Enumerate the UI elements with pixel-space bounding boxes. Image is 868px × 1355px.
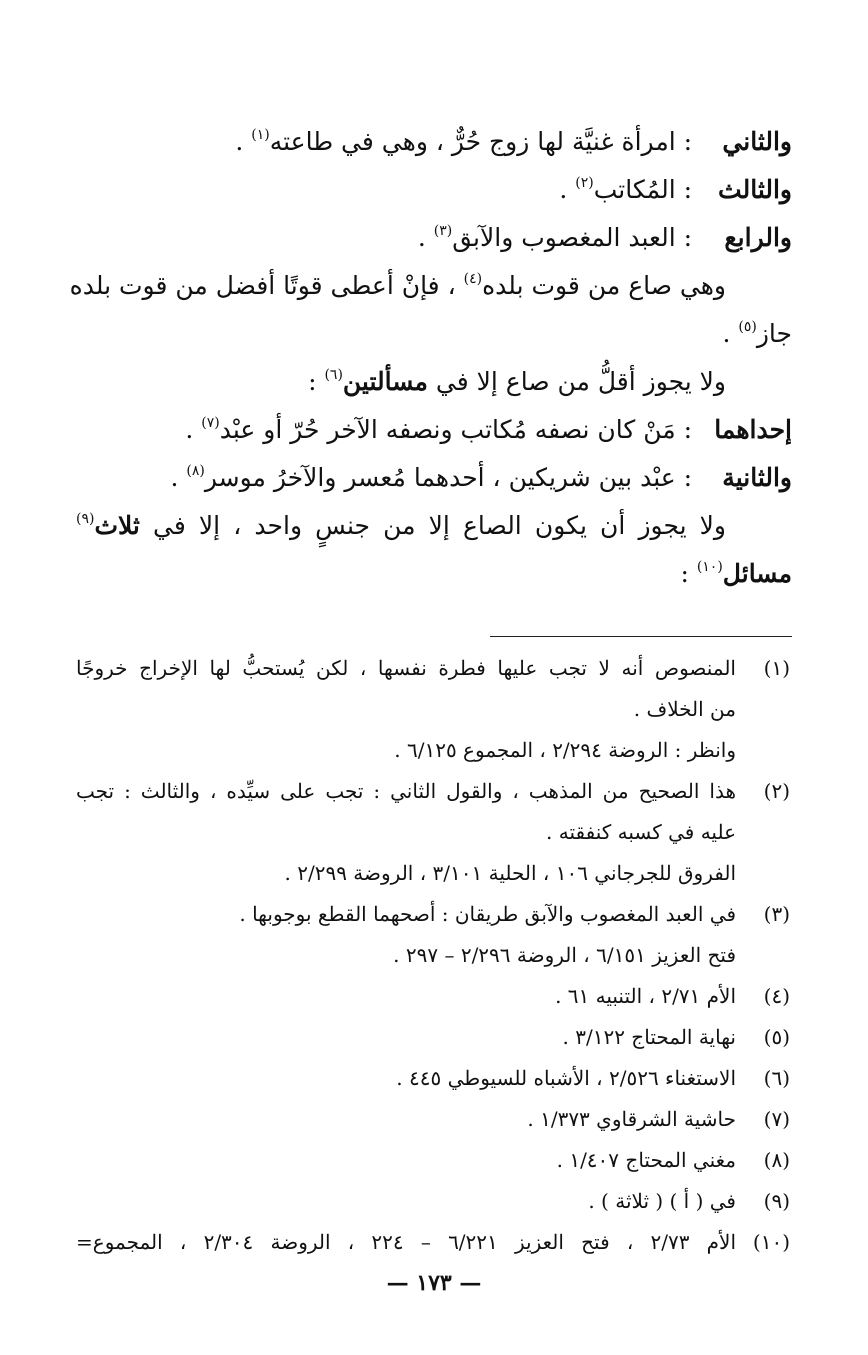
footnote-number: (١٠) — [752, 1230, 790, 1254]
footnote-line: فتح العزيز ٦/١٥١ ، الروضة ٢/٢٩٦ – ٢٩٧ . — [393, 943, 736, 967]
footnote-number: (٥) — [763, 1025, 790, 1049]
footnote-body — [76, 1222, 736, 1263]
text-line — [76, 550, 792, 598]
footnote-line: الأم ٢/٧١ ، التنبيه ٦١ . — [555, 984, 736, 1008]
line-end: . — [185, 415, 202, 444]
main-text — [69, 118, 792, 598]
text-line — [76, 358, 792, 406]
footnote-separator — [490, 636, 792, 637]
footnote-line: المنصوص أنه لا تجب عليها فطرة نفسها ، لكن يُستحبُّ لها الإخراج خروجًا — [76, 656, 736, 680]
footnote-number: (٨) — [763, 1148, 790, 1172]
footnote-body — [76, 894, 736, 976]
footnote-body — [76, 976, 736, 1017]
footnote-body — [76, 1181, 736, 1222]
line-end: . — [559, 175, 576, 204]
footnote — [76, 976, 790, 1017]
footnote-number: (١) — [763, 656, 790, 680]
footnote-line: وانظر : الروضة ٢/٢٩٤ ، المجموع ٦/١٢٥ . — [394, 738, 736, 762]
line-end: . — [235, 127, 252, 156]
line-text: : امرأة غنيَّة لها زوج حُرٌّ ، وهي في طاعته — [269, 127, 693, 156]
line-text: : العبد المغصوب والآبق — [452, 223, 693, 252]
footnote-body — [76, 648, 736, 771]
footnote-ref[interactable]: (٩) — [76, 511, 95, 527]
footnote-number: (٩) — [763, 1189, 790, 1213]
footnote — [76, 1140, 790, 1181]
footnotes — [76, 648, 790, 1263]
line-text: . — [722, 319, 739, 348]
footnote — [76, 894, 790, 976]
footnote-number: (٦) — [763, 1066, 790, 1090]
line-text-start: ولا يجوز أن يكون الصاع إلا من جنسٍ واحد ، إلا في — [139, 511, 726, 540]
footnote — [76, 771, 790, 894]
footnote-line: الاستغناء ٢/٥٢٦ ، الأشباه للسيوطي ٤٤٥ . — [396, 1066, 736, 1090]
footnote-ref[interactable]: (١٠) — [696, 559, 723, 575]
text-line — [76, 454, 792, 502]
footnote-ref[interactable]: (٣) — [433, 223, 453, 239]
line-label: إحداهما — [714, 415, 792, 444]
footnote — [76, 648, 790, 771]
footnote-line: في ( أ ) ( ثلاثة ) . — [588, 1189, 736, 1213]
footnote-ref[interactable]: (٥) — [738, 319, 757, 335]
text-line — [76, 502, 792, 550]
footnote-line: من الخلاف . — [633, 697, 736, 721]
line-text: : المُكاتب — [593, 175, 693, 204]
footnote-ref[interactable]: (١) — [251, 127, 270, 143]
text-line — [69, 262, 792, 310]
footnote-line: عليه في كسبه كنفقته . — [546, 820, 736, 844]
line-text: : عبْد بين شريكين ، أحدهما مُعسر والآخرُ موسر — [204, 463, 693, 492]
line-end: . — [170, 463, 187, 492]
footnote-line: الأم ٢/٧٣ ، فتح العزيز ٦/٢٢١ – ٢٢٤ ، الروضة ٢/٣٠٤ ، المجموع= — [76, 1230, 737, 1254]
line-label: والرابع — [724, 223, 792, 252]
bold-term: مسألتين — [342, 367, 428, 396]
footnote-ref[interactable]: (٢) — [575, 175, 594, 191]
line-text-start: جاز — [756, 319, 792, 348]
text-line — [76, 118, 792, 166]
footnote-line: نهاية المحتاج ٣/١٢٢ . — [562, 1025, 736, 1049]
footnote — [76, 1058, 790, 1099]
line-label: والثاني — [722, 127, 792, 156]
footnote-line: الفروق للجرجاني ١٠٦ ، الحلية ٣/١٠١ ، الروضة ٢/٢٩٩ . — [284, 861, 736, 885]
line-text: : — [308, 367, 325, 396]
line-text-start: ولا يجوز أقلُّ من صاع إلا في — [427, 367, 726, 396]
line-text: : — [680, 559, 697, 588]
line-text: ، فإنْ أعطى قوتًا أفضل من قوت بلده — [69, 271, 464, 300]
footnote-number: (٧) — [763, 1107, 790, 1131]
bold-term: مسائل — [722, 559, 792, 588]
text-line — [76, 406, 792, 454]
footnote-body — [76, 1140, 736, 1181]
footnote-line: هذا الصحيح من المذهب ، والقول الثاني : تجب على سيِّده ، والثالث : تجب — [76, 779, 736, 803]
line-label: والثانية — [722, 463, 792, 492]
footnote-body — [76, 771, 736, 894]
footnote — [76, 1181, 790, 1222]
footnote-ref[interactable]: (٨) — [186, 463, 205, 479]
footnote-body — [76, 1017, 736, 1058]
footnote-line: في العبد المغصوب والآبق طريقان : أصحهما القطع بوجوبها . — [239, 902, 736, 926]
line-text: : مَنْ كان نصفه مُكاتب ونصفه الآخر حُرّ أو عبْد — [219, 415, 693, 444]
footnote — [76, 1099, 790, 1140]
footnote — [76, 1222, 790, 1263]
footnote-ref[interactable]: (٤) — [463, 271, 483, 287]
line-end: . — [417, 223, 434, 252]
page-number: — ١٧٣ — — [386, 1270, 482, 1296]
footnote-ref[interactable]: (٧) — [201, 415, 220, 431]
footnote-line: حاشية الشرقاوي ١/٣٧٣ . — [527, 1107, 736, 1131]
footnote-line: مغني المحتاج ١/٤٠٧ . — [556, 1148, 736, 1172]
footnote-number: (٤) — [763, 984, 790, 1008]
footnote-body — [76, 1058, 736, 1099]
bold-term: ثلاث — [94, 511, 140, 540]
footnote — [76, 1017, 790, 1058]
footnote-body — [76, 1099, 736, 1140]
line-text-start: وهي صاع من قوت بلده — [482, 271, 726, 300]
line-label: والثالث — [718, 175, 792, 204]
footnote-number: (٣) — [763, 902, 790, 926]
footnote-ref[interactable]: (٦) — [324, 367, 343, 383]
text-line — [76, 166, 792, 214]
text-line — [76, 310, 792, 358]
footnote-number: (٢) — [763, 779, 790, 803]
text-line — [76, 214, 792, 262]
